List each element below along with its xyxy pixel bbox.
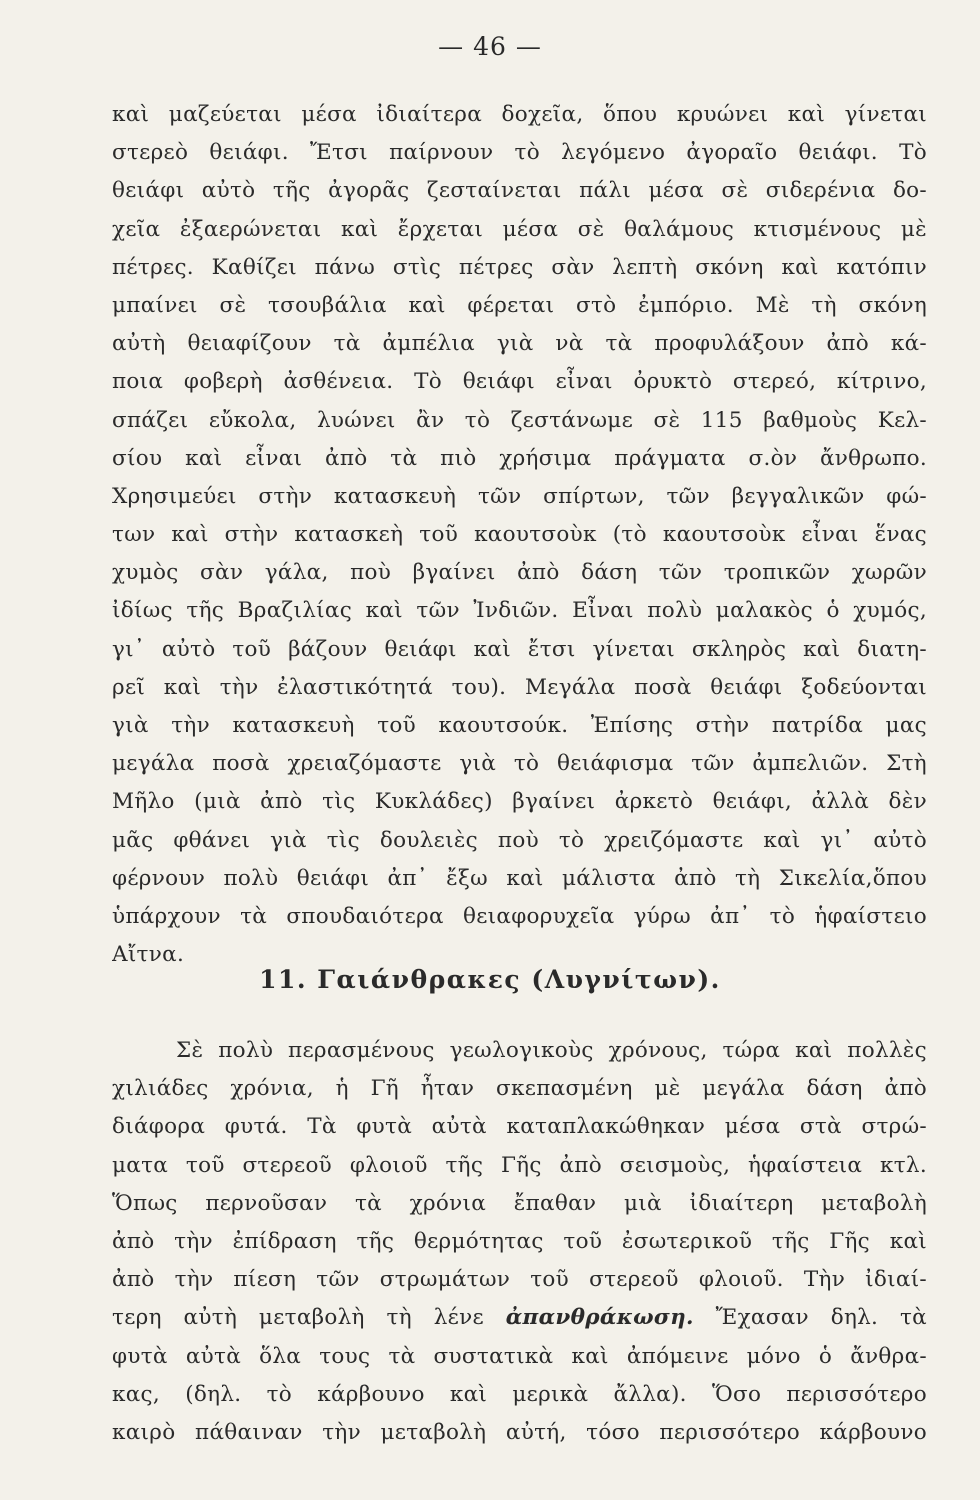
- text-line: σίου καὶ εἶναι ἀπὸ τὰ πιὸ χρήσιμα πράγματα σ.ὸν ἄνθρωπο.: [112, 445, 927, 471]
- text-line: Ὅπως περνοῦσαν τὰ χρόνια ἔπαθαν μιὰ ἰδιαίτερη μεταβολὴ: [112, 1190, 927, 1216]
- text-line: ρεῖ καὶ τὴν ἐλαστικότητά του). Μεγάλα ποσὰ θειάφι ξοδεύονται: [112, 674, 927, 700]
- text-line: Αἴτνα.: [112, 942, 185, 968]
- text-line: ὑπάρχουν τὰ σπουδαιότερα θειαφορυχεῖα γύρω ἀπ᾽ τὸ ἡφαίστειο: [112, 903, 927, 929]
- text-fragment: τερη αὐτὴ μεταβολὴ τὴ λένε: [112, 1305, 506, 1331]
- text-line: ματα τοῦ στερεοῦ φλοιοῦ τῆς Γῆς ἀπὸ σεισμοὺς, ἡφαίστεια κτλ.: [112, 1152, 927, 1178]
- paragraph-coal: [112, 1032, 927, 1452]
- page-number: — 46 —: [438, 32, 542, 61]
- text-line: καιρὸ πάθαιναν τὴν μεταβολὴ αὐτή, τόσο περισσότερο κάρβουνο: [112, 1419, 927, 1445]
- text-line: φυτὰ αὐτὰ ὅλα τους τὰ συστατικὰ καὶ ἀπόμεινε μόνο ὁ ἄνθρα-: [112, 1343, 927, 1369]
- text-line: μᾶς φθάνει γιὰ τὶς δουλειὲς ποὺ τὸ χρειζόμαστε καὶ γι᾽ αὐτὸ: [112, 827, 927, 853]
- text-line: σπάζει εὔκολα, λυώνει ἂν τὸ ζεστάνωμε σὲ 115 βαθμοὺς Κελ-: [112, 407, 927, 433]
- paragraph-sulfur: [112, 96, 927, 974]
- text-line: μεγάλα ποσὰ χρειαζόμαστε γιὰ τὸ θειάφισμα τῶν ἀμπελιῶν. Στὴ: [112, 751, 927, 777]
- text-line: πέτρες. Καθίζει πάνω στὶς πέτρες σὰν λεπτὴ σκόνη καὶ κατόπιν: [112, 254, 927, 280]
- text-line: ἀπὸ τὴν ἐπίδραση τῆς θερμότητας τοῦ ἐσωτερικοῦ τῆς Γῆς καὶ: [112, 1228, 927, 1254]
- section-heading: 11. Γαιάνθρακες (Λυγνίτων).: [259, 965, 721, 994]
- text-line-with-term: [112, 1299, 927, 1337]
- text-line: κας, (δηλ. τὸ κάρβουνο καὶ μερικὰ ἄλλα). Ὅσο περισσότερο: [112, 1381, 927, 1407]
- text-line: χυμὸς σὰν γάλα, ποὺ βγαίνει ἀπὸ δάση τῶν τροπικῶν χωρῶν: [112, 560, 927, 586]
- emphasized-term: ἀπανθράκωση.: [505, 1305, 694, 1331]
- text-line: Μῆλο (μιὰ ἀπὸ τὶς Κυκλάδες) βγαίνει ἀρκετὸ θειάφι, ἀλλὰ δὲν: [112, 789, 927, 815]
- text-fragment: Ἔχασαν δηλ. τὰ: [693, 1305, 927, 1331]
- text-line: αὐτὴ θειαφίζουν τὰ ἀμπέλια γιὰ νὰ τὰ προφυλάξουν ἀπὸ κά-: [112, 331, 927, 357]
- text-line: γι᾽ αὐτὸ τοῦ βάζουν θειάφι καὶ ἔτσι γίνεται σκληρὸς καὶ διατη-: [112, 636, 927, 662]
- text-line: στερεὸ θειάφι. Ἔτσι παίρνουν τὸ λεγόμενο ἀγοραῖο θειάφι. Τὸ: [112, 140, 927, 166]
- text-line: ἰδίως τῆς Βραζιλίας καὶ τῶν Ἰνδιῶν. Εἶναι πολὺ μαλακὸς ὁ χυμός,: [112, 598, 927, 624]
- text-line: των καὶ στὴν κατασκεὴ τοῦ καουτσοὺκ (τὸ καουτσοὺκ εἶναι ἕνας: [112, 522, 927, 548]
- text-line: ἀπὸ τὴν πίεση τῶν στρωμάτων τοῦ στερεοῦ φλοιοῦ. Τὴν ἰδιαί-: [112, 1267, 927, 1293]
- text-line: θειάφι αὐτὸ τῆς ἀγορᾶς ζεσταίνεται πάλι μέσα σὲ σιδερένια δο-: [112, 178, 927, 204]
- text-line: Σὲ πολὺ περασμένους γεωλογικοὺς χρόνους, τώρα καὶ πολλὲς: [176, 1038, 927, 1063]
- text-line: φέρνουν πολὺ θειάφι ἀπ᾽ ἔξω καὶ μάλιστα ἀπὸ τὴ Σικελία,ὅπου: [112, 865, 927, 891]
- text-line: Χρησιμεύει στὴν κατασκευὴ τῶν σπίρτων, τῶν βεγγαλικῶν φώ-: [112, 483, 927, 509]
- text-line: ποια φοβερὴ ἀσθένεια. Τὸ θειάφι εἶναι ὀρυκτὸ στερεό, κίτρινο,: [112, 369, 927, 395]
- text-line: χεῖα ἐξαερώνεται καὶ ἔρχεται μέσα σὲ θαλάμους κτισμένους μὲ: [112, 216, 927, 242]
- text-line: διάφορα φυτά. Τὰ φυτὰ αὐτὰ καταπλακώθηκαν μέσα στὰ στρώ-: [112, 1114, 927, 1140]
- text-line: γιὰ τὴν κατασκευὴ τοῦ καουτσούκ. Ἐπίσης στὴν πατρίδα μας: [112, 713, 927, 738]
- text-line: χιλιάδες χρόνια, ἡ Γῆ ἦταν σκεπασμένη μὲ μεγάλα δάση ἀπὸ: [112, 1076, 927, 1102]
- text-line: καὶ μαζεύεται μέσα ἰδιαίτερα δοχεῖα, ὅπου κρυώνει καὶ γίνεται: [112, 102, 927, 127]
- text-line: μπαίνει σὲ τσουβάλια καὶ φέρεται στὸ ἐμπόριο. Μὲ τὴ σκόνη: [112, 292, 927, 318]
